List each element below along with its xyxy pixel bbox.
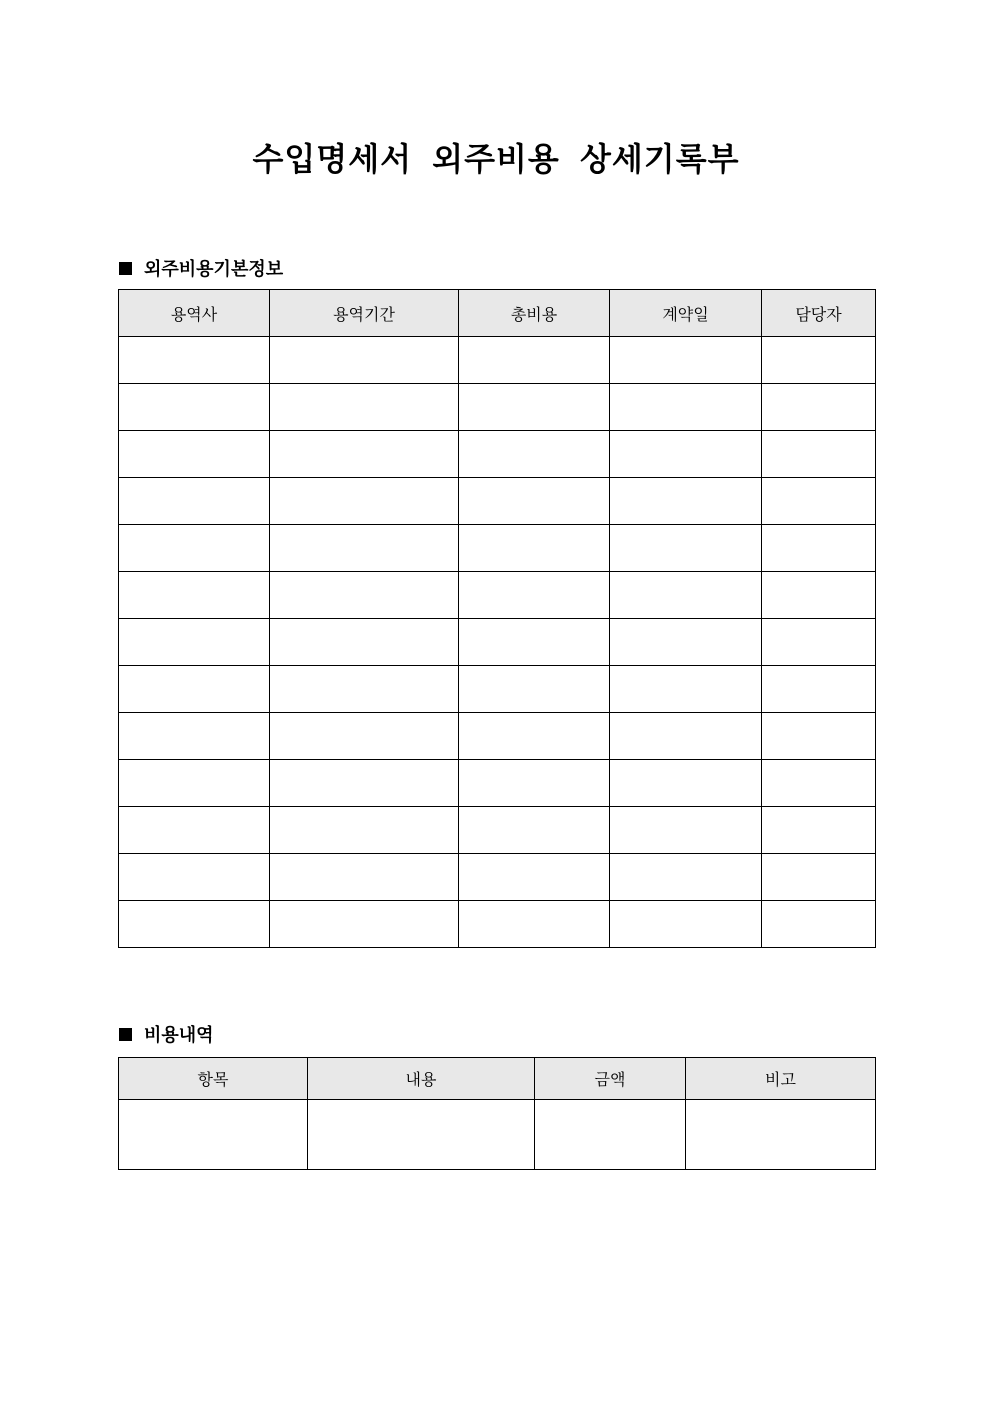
table-cell[interactable] [119, 854, 270, 901]
table-cell[interactable] [119, 478, 270, 525]
table-cell[interactable] [610, 713, 762, 760]
table-row [119, 760, 876, 807]
table-cell[interactable] [270, 384, 459, 431]
basic-info-heading-label: 외주비용기본정보 [144, 259, 284, 280]
column-header-description: 내용 [308, 1058, 535, 1100]
column-header-amount: 금액 [535, 1058, 686, 1100]
table-cell[interactable] [119, 431, 270, 478]
table-cell[interactable] [270, 854, 459, 901]
table-cell[interactable] [119, 337, 270, 384]
table-row [119, 619, 876, 666]
table-cell[interactable] [119, 807, 270, 854]
table-row [119, 713, 876, 760]
table-cell[interactable] [119, 619, 270, 666]
table-cell[interactable] [610, 572, 762, 619]
table-cell[interactable] [610, 666, 762, 713]
table-cell[interactable] [762, 666, 876, 713]
table-row [119, 1100, 876, 1170]
document-title: 수입명세서 외주비용 상세기록부 [252, 140, 740, 178]
table-cell[interactable] [119, 525, 270, 572]
table-cell[interactable] [270, 337, 459, 384]
table-cell[interactable] [119, 384, 270, 431]
table-cell[interactable] [459, 854, 610, 901]
table-row [119, 666, 876, 713]
table-cell[interactable] [762, 525, 876, 572]
table-cell[interactable] [459, 431, 610, 478]
table-cell[interactable] [270, 478, 459, 525]
table-row [119, 431, 876, 478]
table-cell[interactable] [270, 807, 459, 854]
table-cell[interactable] [610, 619, 762, 666]
table-cell[interactable] [459, 337, 610, 384]
table-cell[interactable] [119, 713, 270, 760]
table-cell[interactable] [119, 666, 270, 713]
table-cell[interactable] [270, 525, 459, 572]
square-bullet-icon [119, 262, 132, 275]
table-cell[interactable] [762, 854, 876, 901]
table-cell[interactable] [270, 619, 459, 666]
basic-info-heading [119, 255, 283, 281]
table-cell[interactable] [459, 572, 610, 619]
cost-details-table [118, 1057, 876, 1170]
table-cell[interactable] [762, 619, 876, 666]
table-cell[interactable] [762, 807, 876, 854]
table-cell[interactable] [459, 901, 610, 948]
table-cell[interactable] [762, 572, 876, 619]
table-cell[interactable] [610, 901, 762, 948]
table-row [119, 854, 876, 901]
table-cell[interactable] [119, 1100, 308, 1170]
cost-details-heading-label: 비용내역 [144, 1025, 214, 1046]
table-row [119, 901, 876, 948]
table-cell[interactable] [610, 760, 762, 807]
cost-details-heading [119, 1021, 214, 1047]
table-cell[interactable] [119, 572, 270, 619]
table-cell[interactable] [270, 760, 459, 807]
table-cell[interactable] [459, 807, 610, 854]
table-cell[interactable] [610, 478, 762, 525]
table-cell[interactable] [762, 337, 876, 384]
table-cell[interactable] [535, 1100, 686, 1170]
table-cell[interactable] [459, 760, 610, 807]
table-cell[interactable] [762, 760, 876, 807]
basic-info-header-row [119, 290, 876, 337]
column-header-contract-date: 계약일 [610, 290, 762, 337]
table-cell[interactable] [119, 760, 270, 807]
table-cell[interactable] [762, 478, 876, 525]
table-cell[interactable] [270, 572, 459, 619]
table-row [119, 337, 876, 384]
table-cell[interactable] [270, 666, 459, 713]
table-cell[interactable] [459, 619, 610, 666]
table-cell[interactable] [762, 431, 876, 478]
table-cell[interactable] [610, 854, 762, 901]
table-cell[interactable] [686, 1100, 876, 1170]
table-cell[interactable] [459, 666, 610, 713]
cost-details-body [119, 1100, 876, 1170]
square-bullet-icon [119, 1028, 132, 1041]
basic-info-body [119, 337, 876, 948]
table-row [119, 478, 876, 525]
table-cell[interactable] [610, 807, 762, 854]
table-cell[interactable] [762, 713, 876, 760]
table-cell[interactable] [610, 525, 762, 572]
table-cell[interactable] [459, 478, 610, 525]
cost-details-header-row [119, 1058, 876, 1100]
table-cell[interactable] [308, 1100, 535, 1170]
table-cell[interactable] [459, 713, 610, 760]
table-cell[interactable] [459, 525, 610, 572]
table-cell[interactable] [610, 384, 762, 431]
table-row [119, 572, 876, 619]
table-cell[interactable] [762, 901, 876, 948]
table-cell[interactable] [270, 713, 459, 760]
column-header-remarks: 비고 [686, 1058, 876, 1100]
table-cell[interactable] [270, 901, 459, 948]
table-cell[interactable] [610, 337, 762, 384]
table-row [119, 384, 876, 431]
column-header-service-period: 용역기간 [270, 290, 459, 337]
table-cell[interactable] [270, 431, 459, 478]
column-header-manager: 담당자 [762, 290, 876, 337]
table-row [119, 807, 876, 854]
column-header-item: 항목 [119, 1058, 308, 1100]
table-cell[interactable] [610, 431, 762, 478]
column-header-contractor: 용역사 [119, 290, 270, 337]
table-cell[interactable] [119, 901, 270, 948]
table-cell[interactable] [459, 384, 610, 431]
table-cell[interactable] [762, 384, 876, 431]
table-row [119, 525, 876, 572]
column-header-total-cost: 총비용 [459, 290, 610, 337]
basic-info-table [118, 289, 876, 948]
